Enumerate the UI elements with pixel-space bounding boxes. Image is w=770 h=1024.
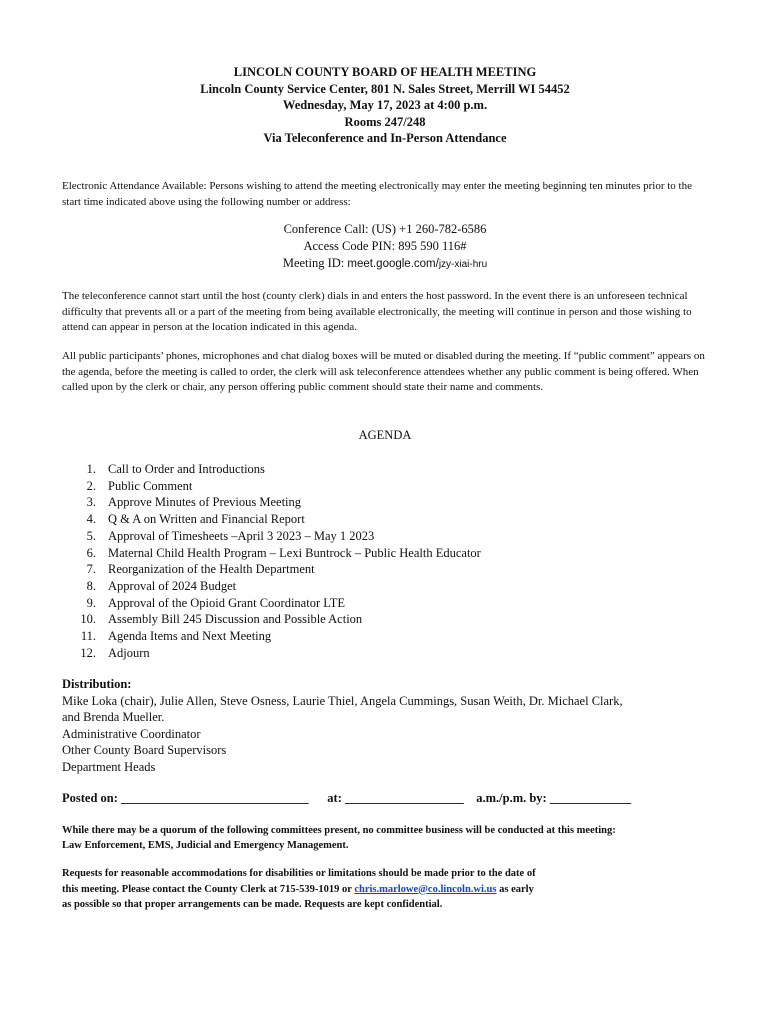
- quorum-notice: [62, 823, 722, 853]
- access-code-pin: Access Code PIN: 895 590 116#: [303, 239, 467, 253]
- agenda-item-number: 7.: [86, 562, 96, 577]
- agenda-list: [62, 461, 722, 661]
- agenda-item-text: Maternal Child Health Program – Lexi Buntrock – Public Health Educator: [108, 545, 481, 560]
- agenda-item-text: Reorganization of the Health Department: [108, 562, 315, 577]
- agenda-item: [62, 494, 722, 511]
- distribution-members-line: Mike Loka (chair), Julie Allen, Steve Osness, Laurie Thiel, Angela Cummings, Susan Weith, Dr. Michael Clark,: [62, 693, 623, 708]
- agenda-item: [62, 645, 722, 662]
- agenda-item-number: 6.: [86, 545, 96, 560]
- agenda-item: [62, 461, 722, 478]
- agenda-item-text: Public Comment: [108, 478, 193, 493]
- agenda-item-text: Approval of Timesheets –April 3 2023 – May 1 2023: [108, 528, 375, 543]
- requests-contact-text-end: as early: [496, 883, 534, 895]
- agenda-item: [62, 628, 722, 645]
- header-title: LINCOLN COUNTY BOARD OF HEALTH MEETING: [233, 65, 537, 79]
- agenda-item-text: Q & A on Written and Financial Report: [108, 512, 305, 527]
- posted-line: [62, 791, 722, 806]
- meeting-id-label: Meeting ID:: [282, 256, 348, 270]
- distribution-recipient: Department Heads: [62, 759, 156, 774]
- meeting-url-main: meet.google.com/: [347, 258, 439, 270]
- conference-call-number: Conference Call: (US) +1 260-782-6586: [283, 222, 487, 236]
- agenda-item-text: Assembly Bill 245 Discussion and Possible Action: [108, 612, 363, 627]
- header-date-time: Wednesday, May 17, 2023 at 4:00 p.m.: [282, 98, 488, 112]
- distribution-members-line: and Brenda Mueller.: [62, 710, 165, 724]
- clerk-email-link[interactable]: chris.marlowe@co.lincoln.wi.us: [354, 883, 497, 895]
- agenda-item: [62, 595, 722, 612]
- agenda-title: AGENDA: [358, 428, 412, 442]
- conference-info: [0, 221, 770, 273]
- agenda-item-number: 8.: [86, 578, 96, 593]
- agenda-item: [62, 528, 722, 545]
- agenda-item: [62, 545, 722, 562]
- header-rooms: Rooms 247/248: [344, 114, 426, 129]
- agenda-item: [62, 578, 722, 595]
- requests-line: Requests for reasonable accommodations for disabilities or limitations should be made prior to the date of: [62, 868, 536, 879]
- agenda-item-text: Agenda Items and Next Meeting: [108, 629, 272, 644]
- requests-line: as possible so that proper arrangements can be made. Requests are kept confidential.: [62, 899, 443, 910]
- agenda-item-text: Approval of the Opioid Grant Coordinator LTE: [108, 595, 345, 610]
- header-attendance-mode: Via Teleconference and In-Person Attendance: [263, 131, 507, 145]
- meeting-id: [0, 255, 770, 273]
- posted-at-field: at: ___________________: [327, 791, 464, 805]
- agenda-item-text: Call to Order and Introductions: [108, 462, 265, 476]
- meeting-url-code: jzy-xiai-hru: [438, 259, 488, 270]
- agenda-item-number: 1.: [86, 462, 96, 476]
- agenda-item: [62, 561, 722, 578]
- agenda-item-text: Approval of 2024 Budget: [108, 578, 237, 593]
- quorum-committees: Law Enforcement, EMS, Judicial and Emergency Management.: [62, 840, 349, 851]
- meeting-header: [0, 64, 770, 147]
- posted-by-field: a.m./p.m. by: _____________: [476, 791, 632, 805]
- agenda-item-number: 11.: [80, 629, 96, 644]
- agenda-item-number: 3.: [86, 495, 96, 510]
- agenda-item: [62, 611, 722, 628]
- agenda-item: [62, 511, 722, 528]
- distribution-recipient: Other County Board Supervisors: [62, 743, 227, 757]
- quorum-line: While there may be a quorum of the following committees present, no committee business will be conducted at this meeting:: [62, 825, 616, 836]
- agenda-item-number: 4.: [86, 512, 96, 527]
- agenda-item-text: Adjourn: [108, 645, 150, 660]
- distribution-recipient: Administrative Coordinator: [62, 726, 201, 741]
- agenda-item-text: Approve Minutes of Previous Meeting: [108, 495, 302, 510]
- accommodation-requests: [62, 866, 722, 913]
- posted-on-field: Posted on: ______________________________: [62, 791, 309, 805]
- agenda-item-number: 12.: [80, 645, 96, 660]
- requests-contact-text: this meeting. Please contact the County Clerk at 715-539-1019 or: [62, 883, 355, 895]
- teleconference-note-paragraph: The teleconference cannot start until the host (county clerk) dials in and enters the host password. In the event there is an unforeseen technical difficulty that prevents all or a part of the meeting from being available electronically, the meeting will continue in person and those wishing to attend can appear in person at the location indicated in this agenda.: [62, 290, 692, 333]
- agenda-item-number: 5.: [86, 528, 96, 543]
- agenda-item-number: 10.: [80, 612, 96, 627]
- distribution-section: [62, 676, 722, 775]
- agenda-item-number: 2.: [86, 478, 96, 493]
- header-location: Lincoln County Service Center, 801 N. Sales Street, Merrill WI 54452: [200, 81, 570, 96]
- agenda-item: [62, 478, 722, 495]
- requests-contact-line: [62, 882, 722, 898]
- electronic-attendance-paragraph: Electronic Attendance Available: Persons wishing to attend the meeting electronically may enter the meeting beginning ten minutes prior to the start time indicated above using the following number or address:: [62, 180, 692, 208]
- agenda-item-number: 9.: [86, 595, 96, 610]
- public-participants-paragraph: All public participants’ phones, microphones and chat dialog boxes will be muted or disabled during the meeting. If “public comment” appears on the agenda, before the meeting is called to order, the clerk will ask teleconference attendees whether any public comment is being offered. When called upon by the clerk or chair, any person offering public comment should state their name and comments.: [62, 350, 705, 393]
- distribution-heading: Distribution:: [62, 677, 132, 691]
